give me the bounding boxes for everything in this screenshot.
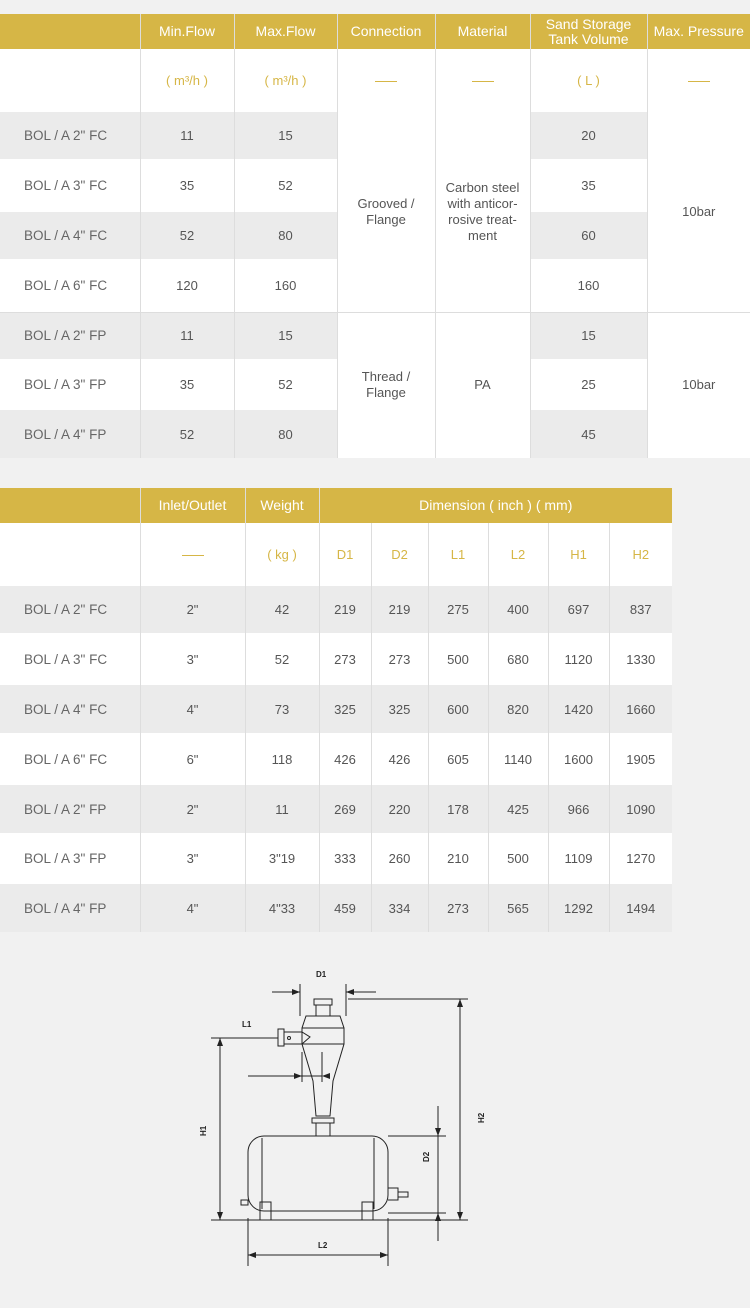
min-flow-cell: 35 xyxy=(140,159,234,212)
weight-cell: 4"33 xyxy=(245,884,319,932)
model-cell: BOL / A 4" FC xyxy=(0,685,140,733)
weight-cell: 42 xyxy=(245,586,319,633)
unit-d1: D1 xyxy=(319,523,371,586)
unit-max-pressure xyxy=(647,49,750,112)
max-flow-cell: 80 xyxy=(234,410,337,458)
fc-pressure-cell: 10bar xyxy=(647,112,750,312)
table-row xyxy=(0,785,672,833)
l1-cell: 273 xyxy=(428,884,488,932)
weight-cell: 118 xyxy=(245,733,319,785)
l2-cell: 500 xyxy=(488,833,548,884)
volume-cell: 35 xyxy=(530,159,647,212)
h2-cell: 1330 xyxy=(609,633,672,685)
inlet-outlet-cell: 3" xyxy=(140,833,245,884)
inlet-flange xyxy=(278,1029,284,1046)
h1-cell: 1120 xyxy=(548,633,609,685)
model-cell: BOL / A 3" FP xyxy=(0,359,140,410)
inlet-outlet-cell: 4" xyxy=(140,884,245,932)
units-blank xyxy=(0,49,140,112)
d1-cell: 269 xyxy=(319,785,371,833)
weight-cell: 11 xyxy=(245,785,319,833)
h2-cell: 1090 xyxy=(609,785,672,833)
l1-cell: 500 xyxy=(428,633,488,685)
header-blank xyxy=(0,488,140,523)
d1-cell: 273 xyxy=(319,633,371,685)
label-h2: H2 xyxy=(477,1112,486,1123)
l1-cell: 600 xyxy=(428,685,488,733)
volume-cell: 45 xyxy=(530,410,647,458)
d1-cell: 426 xyxy=(319,733,371,785)
l2-cell: 565 xyxy=(488,884,548,932)
h2-cell: 1494 xyxy=(609,884,672,932)
table-row xyxy=(0,633,672,685)
min-flow-cell: 11 xyxy=(140,112,234,159)
l2-cell: 1140 xyxy=(488,733,548,785)
dimension-table xyxy=(0,488,672,932)
unit-h2: H2 xyxy=(609,523,672,586)
inlet-outlet-cell: 3" xyxy=(140,633,245,685)
cyclone-body xyxy=(302,1016,344,1116)
unit-material xyxy=(435,49,530,112)
inlet-outlet-cell: 2" xyxy=(140,586,245,633)
connector-flange xyxy=(312,1118,334,1123)
header-max-flow: Max.Flow xyxy=(234,14,337,49)
model-cell: BOL / A 3" FC xyxy=(0,159,140,212)
l1-cell: 275 xyxy=(428,586,488,633)
header-max-pressure: Max. Pressure xyxy=(647,14,750,49)
unit-min-flow: ( m³/h ) xyxy=(140,49,234,112)
max-flow-cell: 160 xyxy=(234,259,337,312)
model-cell: BOL / A 4" FC xyxy=(0,212,140,259)
model-cell: BOL / A 4" FP xyxy=(0,410,140,458)
d1-cell: 459 xyxy=(319,884,371,932)
label-h1: H1 xyxy=(199,1125,208,1136)
label-l2: L2 xyxy=(318,1241,328,1250)
min-flow-cell: 52 xyxy=(140,410,234,458)
table-row xyxy=(0,312,750,359)
fp-connection-cell: Thread / Flange xyxy=(337,312,435,458)
volume-cell: 25 xyxy=(530,359,647,410)
l2-cell: 680 xyxy=(488,633,548,685)
filter-dimension-diagram xyxy=(198,966,498,1271)
table-row xyxy=(0,685,672,733)
d1-cell: 325 xyxy=(319,685,371,733)
fc-material-cell: Carbon steel with anticor-rosive treat-ment xyxy=(435,112,530,312)
label-d2: D2 xyxy=(422,1151,431,1162)
max-flow-cell: 15 xyxy=(234,112,337,159)
volume-cell: 15 xyxy=(530,312,647,359)
l1-cell: 210 xyxy=(428,833,488,884)
min-flow-cell: 35 xyxy=(140,359,234,410)
unit-d2: D2 xyxy=(371,523,428,586)
model-cell: BOL / A 2" FP xyxy=(0,785,140,833)
table-row xyxy=(0,586,672,633)
h1-cell: 1109 xyxy=(548,833,609,884)
l2-cell: 820 xyxy=(488,685,548,733)
max-flow-cell: 52 xyxy=(234,159,337,212)
max-flow-cell: 80 xyxy=(234,212,337,259)
label-d1: D1 xyxy=(316,970,327,979)
volume-cell: 60 xyxy=(530,212,647,259)
h2-cell: 1905 xyxy=(609,733,672,785)
volume-cell: 20 xyxy=(530,112,647,159)
model-cell: BOL / A 4" FP xyxy=(0,884,140,932)
table-row xyxy=(0,884,672,932)
model-cell: BOL / A 2" FC xyxy=(0,112,140,159)
model-cell: BOL / A 6" FC xyxy=(0,733,140,785)
l1-cell: 605 xyxy=(428,733,488,785)
inlet-outlet-cell: 6" xyxy=(140,733,245,785)
unit-l2: L2 xyxy=(488,523,548,586)
header-material: Material xyxy=(435,14,530,49)
sand-tank xyxy=(248,1136,388,1211)
model-cell: BOL / A 6" FC xyxy=(0,259,140,312)
dash-icon xyxy=(688,81,710,82)
model-cell: BOL / A 3" FC xyxy=(0,633,140,685)
d1-cell: 219 xyxy=(319,586,371,633)
header-min-flow: Min.Flow xyxy=(140,14,234,49)
d2-cell: 219 xyxy=(371,586,428,633)
max-flow-cell: 52 xyxy=(234,359,337,410)
fp-pressure-cell: 10bar xyxy=(647,312,750,458)
h2-cell: 837 xyxy=(609,586,672,633)
l2-cell: 400 xyxy=(488,586,548,633)
outlet-pipe xyxy=(316,1005,330,1016)
h1-cell: 1292 xyxy=(548,884,609,932)
drain-valve xyxy=(388,1188,398,1200)
l1-cell: 178 xyxy=(428,785,488,833)
h1-cell: 966 xyxy=(548,785,609,833)
d1-cell: 333 xyxy=(319,833,371,884)
dash-icon xyxy=(375,81,397,82)
header-inlet-outlet: Inlet/Outlet xyxy=(140,488,245,523)
header-weight: Weight xyxy=(245,488,319,523)
inlet-outlet-cell: 2" xyxy=(140,785,245,833)
header-blank xyxy=(0,14,140,49)
units-blank xyxy=(0,523,140,586)
fp-material-cell: PA xyxy=(435,312,530,458)
table-row xyxy=(0,733,672,785)
model-cell: BOL / A 2" FP xyxy=(0,312,140,359)
h2-cell: 1660 xyxy=(609,685,672,733)
d2-cell: 325 xyxy=(371,685,428,733)
label-l1: L1 xyxy=(242,1020,252,1029)
volume-cell: 160 xyxy=(530,259,647,312)
min-flow-cell: 11 xyxy=(140,312,234,359)
unit-weight: ( kg ) xyxy=(245,523,319,586)
d2-cell: 426 xyxy=(371,733,428,785)
h1-cell: 1600 xyxy=(548,733,609,785)
header-dimension: Dimension ( inch ) ( mm) xyxy=(319,488,672,523)
unit-h1: H1 xyxy=(548,523,609,586)
d2-cell: 334 xyxy=(371,884,428,932)
outlet-flange xyxy=(314,999,332,1005)
header-connection: Connection xyxy=(337,14,435,49)
weight-cell: 52 xyxy=(245,633,319,685)
d2-cell: 273 xyxy=(371,633,428,685)
model-cell: BOL / A 3" FP xyxy=(0,833,140,884)
d2-cell: 260 xyxy=(371,833,428,884)
l2-cell: 425 xyxy=(488,785,548,833)
unit-inlet-outlet xyxy=(140,523,245,586)
model-cell: BOL / A 2" FC xyxy=(0,586,140,633)
min-flow-cell: 120 xyxy=(140,259,234,312)
h2-cell: 1270 xyxy=(609,833,672,884)
table-row xyxy=(0,112,750,159)
d2-cell: 220 xyxy=(371,785,428,833)
flow-spec-table xyxy=(0,14,750,458)
unit-max-flow: ( m³/h ) xyxy=(234,49,337,112)
dash-icon xyxy=(182,555,204,556)
table-row xyxy=(0,833,672,884)
weight-cell: 3"19 xyxy=(245,833,319,884)
unit-tank-volume: ( L ) xyxy=(530,49,647,112)
min-flow-cell: 52 xyxy=(140,212,234,259)
unit-l1: L1 xyxy=(428,523,488,586)
fc-connection-cell: Grooved / Flange xyxy=(337,112,435,312)
max-flow-cell: 15 xyxy=(234,312,337,359)
unit-connection xyxy=(337,49,435,112)
h1-cell: 1420 xyxy=(548,685,609,733)
h1-cell: 697 xyxy=(548,586,609,633)
dash-icon xyxy=(472,81,494,82)
weight-cell: 73 xyxy=(245,685,319,733)
inlet-outlet-cell: 4" xyxy=(140,685,245,733)
header-tank-volume: Sand Storage Tank Volume xyxy=(530,14,647,49)
